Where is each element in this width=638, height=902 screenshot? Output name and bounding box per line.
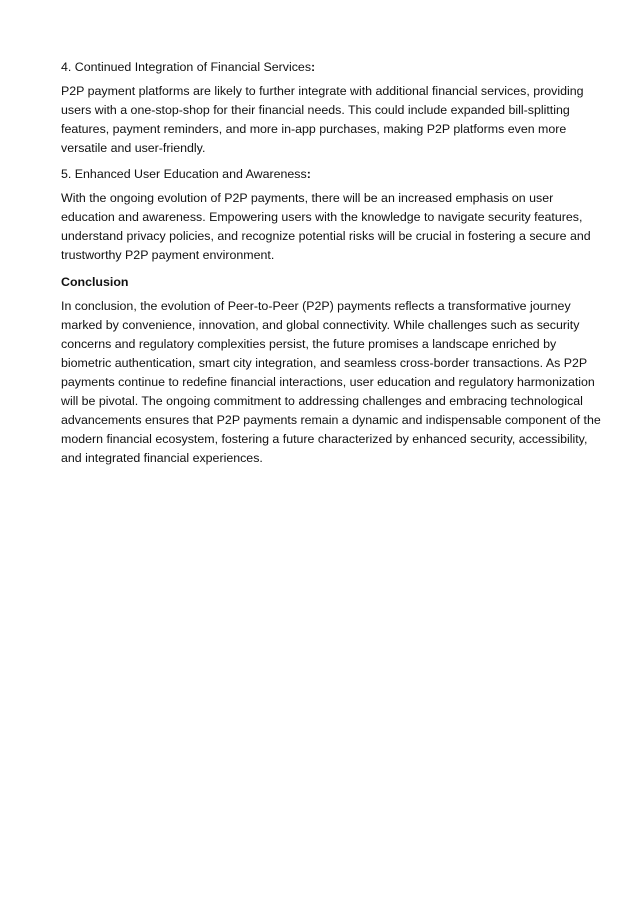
paragraph-line: trustworthy P2P payment environment. [61, 248, 275, 262]
paragraph-line: With the ongoing evolution of P2P payments, there will be an increased emphasis on user [61, 191, 554, 205]
section-continued-integration [61, 58, 591, 158]
paragraph-line: advancements ensures that P2P payments remain a dynamic and indispensable component of the [61, 413, 601, 427]
section-heading: 5. Enhanced User Education and Awareness: [61, 167, 311, 181]
conclusion-heading: Conclusion [61, 275, 129, 289]
paragraph-line: marked by convenience, innovation, and global connectivity. While challenges such as security [61, 318, 580, 332]
paragraph-line: features, payment reminders, and more in-app purchases, making P2P platforms even more [61, 122, 567, 136]
section-paragraph [61, 189, 591, 265]
paragraph-line: versatile and user-friendly. [61, 141, 206, 155]
section-paragraph [61, 82, 591, 158]
paragraph-line: will be pivotal. The ongoing commitment to addressing challenges and embracing technological [61, 394, 583, 408]
document-page [61, 58, 601, 475]
paragraph-line: concerns and regulatory complexities persist, the future promises a landscape enriched by [61, 337, 557, 351]
paragraph-line: modern financial ecosystem, fostering a future characterized by enhanced security, accessibility, [61, 432, 588, 446]
paragraph-line: users with a one-stop-shop for their financial needs. This could include expanded bill-splitting [61, 103, 570, 117]
paragraph-line: payments continue to redefine financial interactions, user education and regulatory harmonization [61, 375, 595, 389]
section-conclusion [61, 273, 601, 468]
conclusion-paragraph [61, 297, 601, 468]
paragraph-line: understand privacy policies, and recognize potential risks will be crucial in fostering a secure and [61, 229, 591, 243]
paragraph-line: P2P payment platforms are likely to further integrate with additional financial services, providing [61, 84, 584, 98]
section-user-education [61, 165, 591, 265]
paragraph-line: education and awareness. Empowering users with the knowledge to navigate security features, [61, 210, 583, 224]
paragraph-line: In conclusion, the evolution of Peer-to-Peer (P2P) payments reflects a transformative journey [61, 299, 571, 313]
paragraph-line: and integrated financial experiences. [61, 451, 263, 465]
paragraph-line: biometric authentication, smart city integration, and seamless cross-border transactions. As P2P [61, 356, 588, 370]
section-heading: 4. Continued Integration of Financial Services: [61, 60, 316, 74]
